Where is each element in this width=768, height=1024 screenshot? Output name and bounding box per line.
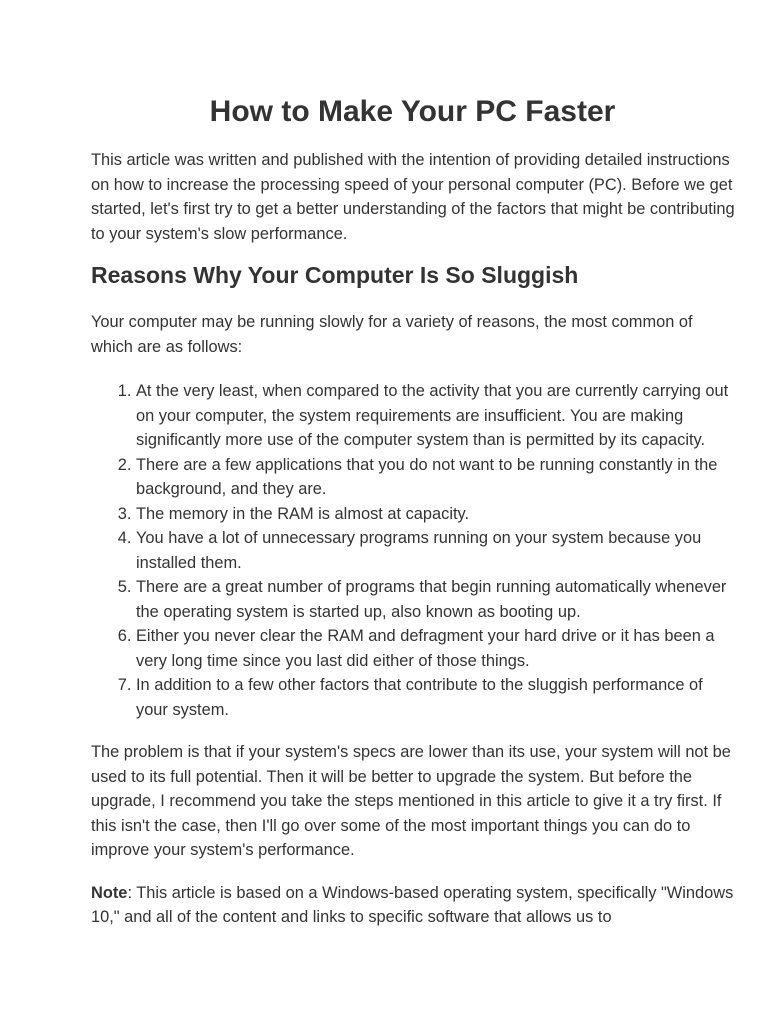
note-paragraph [91, 881, 738, 930]
article-title: How to Make Your PC Faster [209, 95, 616, 128]
section-lead-paragraph: Your computer may be running slowly for a variety of reasons, the most common of which are as follows: [91, 313, 693, 356]
intro-paragraph: This article was written and published with the intention of providing detailed instructions on how to increase the processing speed of your personal computer (PC). Before we get started, let's first try to get a better understanding of the factors that might be contributing to your system's slow performance. [91, 151, 735, 243]
reasons-list [91, 379, 738, 722]
list-item: 2. There are a few applications that you do not want to be running constantly in the background, and they are. [136, 453, 738, 502]
note-text: : This article is based on a Windows-based operating system, specifically "Windows 10," and all of the content and links to specific software that allows us to [91, 883, 734, 926]
note-label: Note [91, 883, 128, 902]
list-item: 6. Either you never clear the RAM and defragment your hard drive or it has been a very long time since you last did either of those things. [136, 624, 738, 673]
list-item: 3. The memory in the RAM is almost at capacity. [136, 502, 738, 527]
list-item: 1. At the very least, when compared to the activity that you are currently carrying out on your computer, the system requirements are insufficient. You are making significantly more use of the computer system than is permitted by its capacity. [136, 379, 738, 453]
list-item: 4. You have a lot of unnecessary programs running on your system because you installed them. [136, 526, 738, 575]
problem-paragraph: The problem is that if your system's specs are lower than its use, your system will not be used to its full potential. Then it will be better to upgrade the system. But before the upgrade, I recommend you take the steps mentioned in this article to give it a try first. If this isn't the case, then I'll go over some of the most important things you can do to improve your system's performance. [91, 743, 731, 859]
list-item: 5. There are a great number of programs that begin running automatically whenever the operating system is started up, also known as booting up. [136, 575, 738, 624]
list-item: 7. In addition to a few other factors that contribute to the sluggish performance of your system. [136, 673, 738, 722]
section-heading: Reasons Why Your Computer Is So Sluggish [91, 262, 579, 288]
